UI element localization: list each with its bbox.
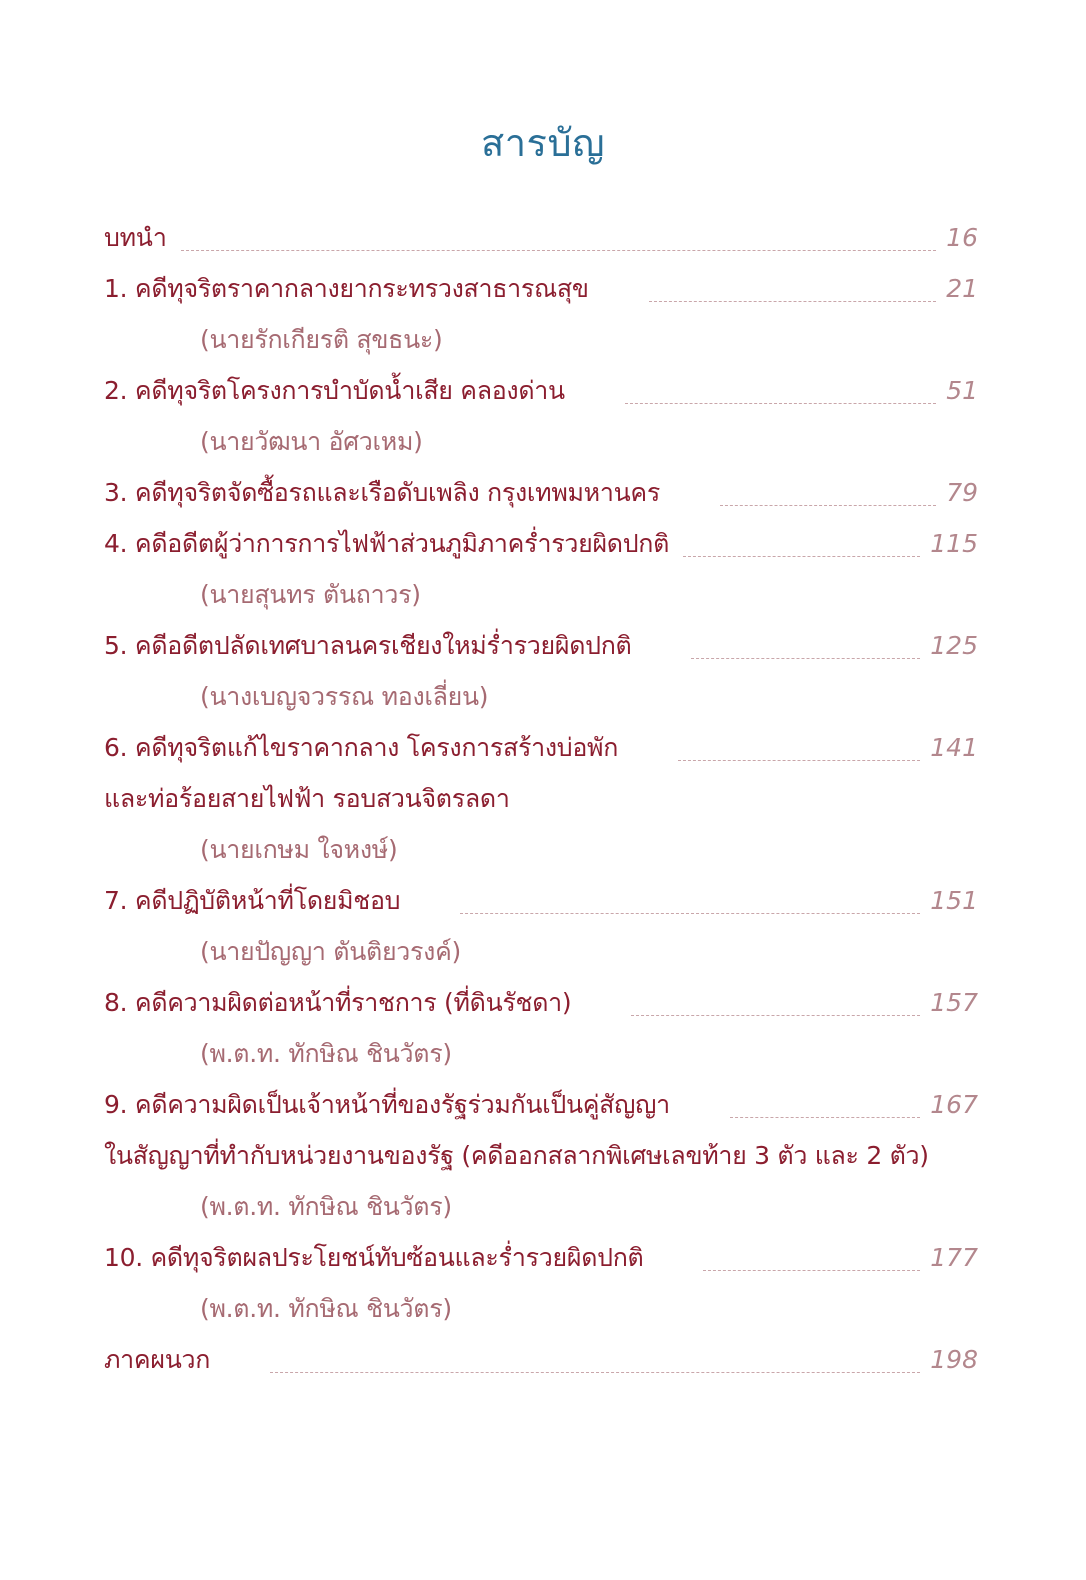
table-of-contents [104,212,978,1385]
toc-page-number: 177 [930,1243,978,1272]
toc-entry[interactable] [104,1232,978,1283]
toc-entry-label: 7. คดีปฏิบัติหน้าที่โดยมิชอบ [104,885,401,915]
toc-entry[interactable] [104,620,978,671]
toc-entry[interactable] [104,518,978,569]
dot-leader [649,301,936,302]
toc-entry-label: 4. คดีอดีตผู้ว่าการการไฟฟ้าส่วนภูมิภาคร่ำรวยผิดปกติ [104,528,670,558]
toc-entry-author: (นายเกษม ใจหงษ์) [200,834,398,864]
toc-entry-author: (นายรักเกียรติ สุขธนะ) [200,324,443,354]
toc-entry-author-line [104,926,978,977]
toc-entry-author-line [104,569,978,620]
toc-page-number: 151 [930,886,978,915]
toc-entry-label: 2. คดีทุจริตโครงการบำบัดน้ำเสีย คลองด่าน [104,375,565,405]
toc-entry[interactable] [104,467,978,518]
toc-entry-continuation-line [104,1130,978,1181]
toc-page-number: 198 [930,1345,978,1374]
toc-entry[interactable] [104,365,978,416]
dot-leader [730,1117,920,1118]
dot-leader [625,403,936,404]
toc-entry-author-line [104,416,978,467]
toc-entry-author: (นายสุนทร ตันถาวร) [200,579,421,609]
toc-entry-author-line [104,824,978,875]
toc-entry-author-line [104,1028,978,1079]
toc-entry-author: (พ.ต.ท. ทักษิณ ชินวัตร) [200,1038,452,1068]
toc-entry-author: (พ.ต.ท. ทักษิณ ชินวัตร) [200,1293,452,1323]
toc-entry[interactable] [104,212,978,263]
dot-leader [460,913,920,914]
dot-leader [270,1372,920,1373]
toc-entry-continuation: และท่อร้อยสายไฟฟ้า รอบสวนจิตรลดา [104,783,510,813]
dot-leader [683,556,920,557]
toc-entry-author: (นายวัฒนา อัศวเหม) [200,426,423,456]
toc-page-number: 125 [930,631,978,660]
dot-leader [720,505,936,506]
dot-leader [181,250,936,251]
toc-page-number: 21 [946,274,978,303]
toc-entry-label: 6. คดีทุจริตแก้ไขราคากลาง โครงการสร้างบ่อพัก [104,732,619,762]
toc-entry-author-line [104,1181,978,1232]
toc-entry-label: 9. คดีความผิดเป็นเจ้าหน้าที่ของรัฐร่วมกันเป็นคู่สัญญา [104,1089,670,1119]
toc-entry[interactable] [104,977,978,1028]
toc-entry[interactable] [104,263,978,314]
toc-entry-author-line [104,314,978,365]
toc-entry-label: 1. คดีทุจริตราคากลางยากระทรวงสาธารณสุข [104,273,589,303]
toc-entry-label: 10. คดีทุจริตผลประโยชน์ทับซ้อนและร่ำรวยผิดปกติ [104,1242,644,1272]
toc-entry-label: บทนำ [104,222,167,252]
toc-page-number: 115 [930,529,978,558]
toc-entry-author-line [104,1283,978,1334]
toc-entry-author: (นายปัญญา ตันติยวรงค์) [200,936,461,966]
toc-page-number: 141 [930,733,978,762]
toc-page-number: 167 [930,1090,978,1119]
toc-entry[interactable] [104,1334,978,1385]
toc-page-number: 79 [946,478,978,507]
toc-entry[interactable] [104,1079,978,1130]
toc-entry-continuation-line [104,773,978,824]
toc-page-number: 157 [930,988,978,1017]
toc-entry[interactable] [104,875,978,926]
toc-entry-author: (พ.ต.ท. ทักษิณ ชินวัตร) [200,1191,452,1221]
toc-page-number: 16 [946,223,978,252]
dot-leader [703,1270,920,1271]
toc-entry-author-line [104,671,978,722]
toc-entry-continuation: ในสัญญาที่ทำกับหน่วยงานของรัฐ (คดีออกสลากพิเศษเลขท้าย 3 ตัว และ 2 ตัว) [104,1140,929,1170]
toc-entry[interactable] [104,722,978,773]
dot-leader [678,760,920,761]
page-title: สารบัญ [481,121,605,165]
toc-entry-author: (นางเบญจวรรณ ทองเลี่ยน) [200,681,489,711]
toc-entry-label: ภาคผนวก [104,1344,211,1374]
dot-leader [691,658,920,659]
toc-page-number: 51 [946,376,978,405]
dot-leader [631,1015,920,1016]
toc-entry-label: 8. คดีความผิดต่อหน้าที่ราชการ (ที่ดินรัชดา) [104,987,572,1017]
toc-entry-label: 3. คดีทุจริตจัดซื้อรถและเรือดับเพลิง กรุงเทพมหานคร [104,477,660,507]
toc-entry-label: 5. คดีอดีตปลัดเทศบาลนครเชียงใหม่ร่ำรวยผิดปกติ [104,630,632,660]
